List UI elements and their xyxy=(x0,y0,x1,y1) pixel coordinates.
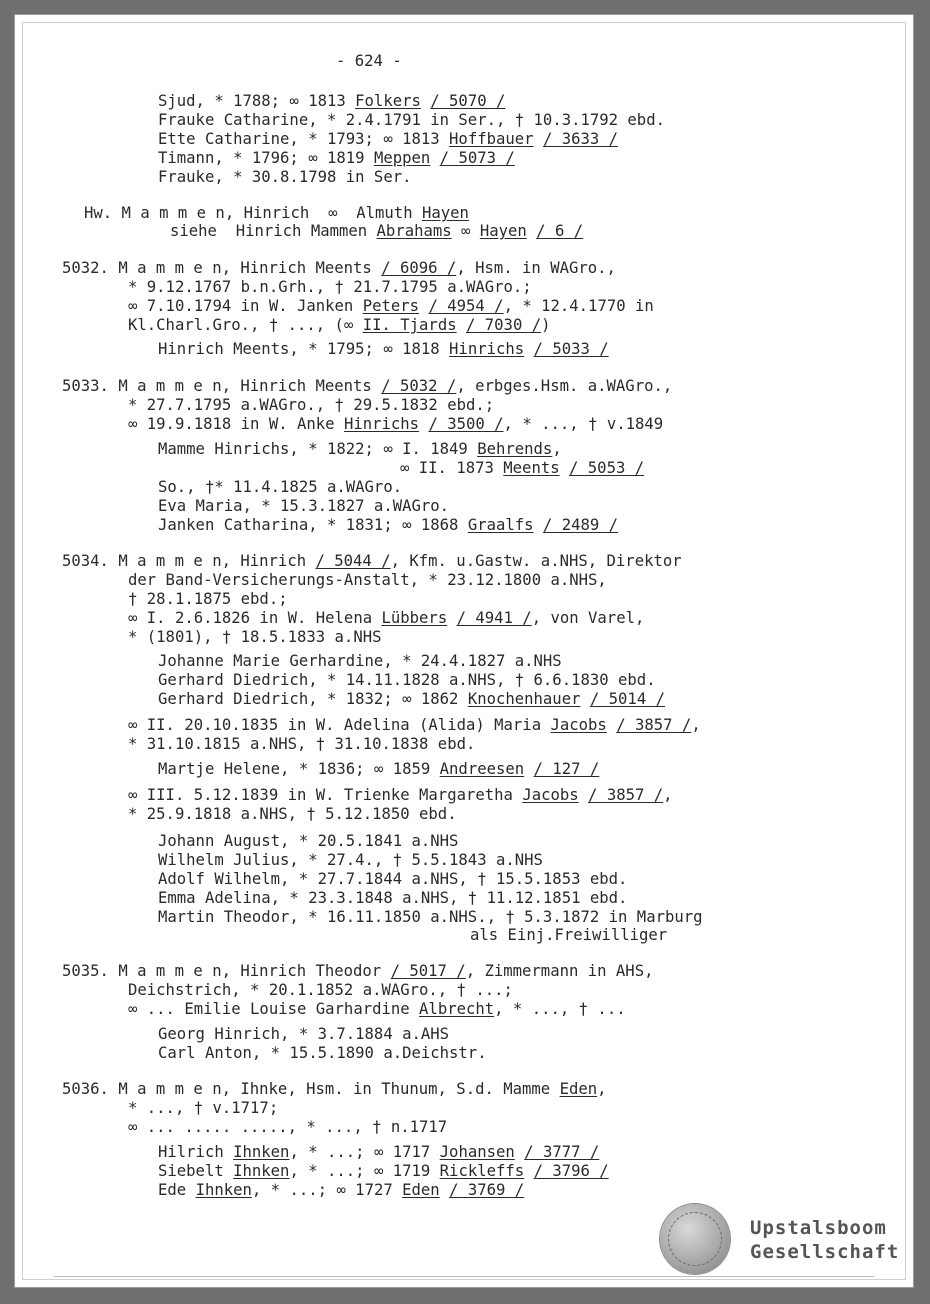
text-segment: * 9.12.1767 b.n.Grh., † 21.7.1795 a.WAGro.; xyxy=(128,278,532,296)
text-line xyxy=(158,690,665,709)
watermark-line-2: Gesellschaft xyxy=(750,1241,900,1263)
text-segment xyxy=(515,1143,524,1161)
text-segment: , Kfm. u.Gastw. a.NHS, Direktor xyxy=(390,552,682,570)
text-line xyxy=(128,981,513,1000)
text-line xyxy=(62,259,616,278)
text-line xyxy=(158,168,411,187)
text-line xyxy=(158,1044,487,1063)
text-segment: Johann August, * 20.5.1841 a.NHS xyxy=(158,832,459,850)
text-line xyxy=(400,459,644,478)
text-line xyxy=(128,396,494,415)
text-segment: Johanne Marie Gerhardine, * 24.4.1827 a.NHS xyxy=(158,652,562,670)
underlined-text: / 4941 / xyxy=(456,609,532,627)
text-segment: Frauke Catharine, * 2.4.1791 in Ser., † 10.3.1792 ebd. xyxy=(158,111,665,129)
text-segment xyxy=(524,760,533,778)
text-segment: Ette Catharine, * 1793; ∞ 1813 xyxy=(158,130,450,148)
underlined-text: / 5017 / xyxy=(390,962,466,980)
text-line xyxy=(62,552,682,571)
underlined-text: / 3857 / xyxy=(588,786,664,804)
underlined-text: / 3769 / xyxy=(449,1181,525,1199)
underlined-text: / 5070 / xyxy=(430,92,506,110)
text-line xyxy=(128,1118,447,1137)
text-segment: Janken Catharina, * 1831; ∞ 1868 xyxy=(158,516,468,534)
underlined-text: Hinrichs xyxy=(343,415,420,433)
text-segment: Emma Adelina, * 23.3.1848 a.NHS, † 11.12.1851 ebd. xyxy=(158,889,628,907)
text-line xyxy=(158,130,618,149)
text-segment: ∞ II. 1873 xyxy=(400,459,504,477)
text-line xyxy=(158,440,562,459)
text-segment: ∞ ... Emilie Louise Garhardine xyxy=(128,1000,420,1018)
text-segment: * ..., † v.1717; xyxy=(128,1099,279,1117)
text-segment: So., †* 11.4.1825 a.WAGro. xyxy=(158,478,403,496)
underlined-text: / 5033 / xyxy=(533,340,609,358)
text-line xyxy=(128,628,381,647)
text-segment xyxy=(430,149,439,167)
text-line xyxy=(128,278,532,297)
text-line xyxy=(158,908,703,927)
text-segment: Mamme Hinrichs, * 1822; ∞ I. 1849 xyxy=(158,440,478,458)
watermark-text xyxy=(750,1216,899,1264)
underlined-text: Lübbers xyxy=(381,609,448,627)
text-segment: Gerhard Diedrich, * 1832; ∞ 1862 xyxy=(158,690,468,708)
text-line xyxy=(128,786,673,805)
underlined-text: / 5073 / xyxy=(439,149,515,167)
underlined-text: / 127 / xyxy=(533,760,600,778)
underlined-text: / 6 / xyxy=(536,222,584,240)
page-number: - 624 - xyxy=(336,52,402,70)
scanned-page xyxy=(14,14,914,1288)
text-segment: ∞ II. 20.10.1835 in W. Adelina (Alida) Maria xyxy=(128,716,551,734)
text-line xyxy=(158,516,618,535)
text-segment: Georg Hinrich, * 3.7.1884 a.AHS xyxy=(158,1025,450,1043)
text-segment: , * ...; ∞ 1727 xyxy=(251,1181,403,1199)
underlined-text: / 4954 / xyxy=(428,297,504,315)
text-segment: * 31.10.1815 a.NHS, † 31.10.1838 ebd. xyxy=(128,735,476,753)
text-line xyxy=(128,316,551,335)
underlined-text: / 7030 / xyxy=(466,316,542,334)
text-segment: , xyxy=(691,716,701,734)
text-line xyxy=(128,805,457,824)
text-segment: , * ..., † ... xyxy=(494,1000,626,1018)
text-segment: Martin Theodor, * 16.11.1850 a.NHS., † 5.3.1872 in Marburg xyxy=(158,908,703,926)
text-segment: ) xyxy=(541,316,551,334)
underlined-text: Ihnken xyxy=(233,1162,290,1180)
text-segment: * 27.7.1795 a.WAGro., † 29.5.1832 ebd.; xyxy=(128,396,495,414)
underlined-text: Peters xyxy=(362,297,420,315)
text-line xyxy=(128,735,475,754)
text-segment xyxy=(527,222,536,240)
text-segment: Gerhard Diedrich, * 14.11.1828 a.NHS, † 6.6.1830 ebd. xyxy=(158,671,656,689)
text-line xyxy=(158,149,515,168)
underlined-text: Eden xyxy=(559,1080,598,1098)
text-segment: , * ..., † v.1849 xyxy=(503,415,664,433)
text-line xyxy=(158,889,627,908)
text-segment: ∞ xyxy=(451,222,480,240)
text-segment: Ede xyxy=(158,1181,196,1199)
text-line xyxy=(158,870,627,889)
text-segment: Carl Anton, * 15.5.1890 a.Deichstr. xyxy=(158,1044,487,1062)
text-segment: 5036. M a m m e n, Ihnke, Hsm. in Thunum, S.d. Mamme xyxy=(62,1080,560,1098)
text-line xyxy=(158,1025,449,1044)
underlined-text: Ihnken xyxy=(233,1143,290,1161)
text-line xyxy=(158,497,449,516)
text-line xyxy=(158,478,402,497)
text-segment: † 28.1.1875 ebd.; xyxy=(128,590,288,608)
text-segment: , * ...; ∞ 1719 xyxy=(289,1162,440,1180)
underlined-text: Behrends xyxy=(477,440,553,458)
text-segment: Kl.Charl.Gro., † ..., (∞ xyxy=(128,316,363,334)
underlined-text: Meents xyxy=(503,459,560,477)
text-segment: Hinrich Meents, * 1795; ∞ 1818 xyxy=(158,340,450,358)
text-segment: siehe Hinrich Mammen xyxy=(170,222,377,240)
text-line xyxy=(84,204,469,223)
text-line xyxy=(128,716,701,735)
underlined-text: / 6096 / xyxy=(381,259,457,277)
footer-rule xyxy=(54,1276,874,1277)
text-line xyxy=(128,297,654,316)
underlined-text: Eden xyxy=(402,1181,440,1199)
text-line xyxy=(128,590,288,609)
text-segment xyxy=(579,786,588,804)
text-segment: ∞ 7.10.1794 in W. Janken xyxy=(128,297,363,315)
underlined-text: Abrahams xyxy=(376,222,452,240)
text-segment: ∞ 19.9.1818 in W. Anke xyxy=(128,415,344,433)
text-segment: ∞ I. 2.6.1826 in W. Helena xyxy=(128,609,382,627)
text-line xyxy=(158,671,656,690)
underlined-text: / 5014 / xyxy=(589,690,665,708)
underlined-text: Hayen xyxy=(421,204,469,222)
text-segment: Deichstrich, * 20.1.1852 a.WAGro., † ...; xyxy=(128,981,513,999)
text-segment: * 25.9.1818 a.NHS, † 5.12.1850 ebd. xyxy=(128,805,457,823)
text-segment: ∞ ... ..... ....., * ..., † n.1717 xyxy=(128,1118,448,1136)
text-line xyxy=(128,1000,626,1019)
underlined-text: Meppen xyxy=(373,149,431,167)
text-segment xyxy=(457,316,466,334)
text-segment xyxy=(440,1181,449,1199)
text-segment: Hw. M a m m e n, Hinrich ∞ Almuth xyxy=(84,204,422,222)
text-line xyxy=(62,377,672,396)
underlined-text: Knochenhauer xyxy=(467,690,581,708)
text-segment: 5035. M a m m e n, Hinrich Theodor xyxy=(62,962,391,980)
underlined-text: / 5032 / xyxy=(381,377,457,395)
text-line xyxy=(158,1143,599,1162)
underlined-text: / 3633 / xyxy=(542,130,619,148)
text-segment: * (1801), † 18.5.1833 a.NHS xyxy=(128,628,382,646)
text-segment xyxy=(534,516,543,534)
text-line xyxy=(170,222,583,241)
text-line xyxy=(158,760,599,779)
watermark-line-1: Upstalsboom xyxy=(750,1217,887,1239)
underlined-text: Johansen xyxy=(439,1143,515,1161)
text-line xyxy=(158,340,609,359)
text-line xyxy=(158,1162,609,1181)
underlined-text: Jacobs xyxy=(550,716,607,734)
underlined-text: II. Tjards xyxy=(362,316,457,334)
underlined-text: / 5044 / xyxy=(315,552,391,570)
text-segment xyxy=(447,609,456,627)
text-segment: 5032. M a m m e n, Hinrich Meents xyxy=(62,259,382,277)
text-line xyxy=(158,851,543,870)
text-segment: als Einj.Freiwilliger xyxy=(470,926,668,944)
underlined-text: / 2489 / xyxy=(542,516,619,534)
text-line xyxy=(128,1099,278,1118)
underlined-text: Hayen xyxy=(479,222,527,240)
text-segment xyxy=(607,716,616,734)
text-segment: Frauke, * 30.8.1798 in Ser. xyxy=(158,168,412,186)
underlined-text: Ihnken xyxy=(195,1181,252,1199)
underlined-text: Folkers xyxy=(355,92,421,110)
text-segment: , Hsm. in WAGro., xyxy=(456,259,616,277)
text-line xyxy=(470,926,667,945)
underlined-text: Hoffbauer xyxy=(449,130,534,148)
underlined-text: Albrecht xyxy=(419,1000,495,1018)
text-segment: Wilhelm Julius, * 27.4., † 5.5.1843 a.NHS xyxy=(158,851,543,869)
text-segment: , xyxy=(597,1080,607,1098)
text-segment: 5033. M a m m e n, Hinrich Meents xyxy=(62,377,382,395)
text-segment: Martje Helene, * 1836; ∞ 1859 xyxy=(158,760,440,778)
text-segment xyxy=(524,1162,533,1180)
text-segment: 5034. M a m m e n, Hinrich xyxy=(62,552,316,570)
underlined-text: / 5053 / xyxy=(569,459,645,477)
text-line xyxy=(62,962,653,981)
text-segment: , * 12.4.1770 in xyxy=(503,297,654,315)
text-segment xyxy=(534,130,543,148)
text-segment: Siebelt xyxy=(158,1162,234,1180)
text-line xyxy=(158,652,562,671)
underlined-text: / 3796 / xyxy=(533,1162,609,1180)
underlined-text: Rickleffs xyxy=(439,1162,525,1180)
text-segment xyxy=(560,459,569,477)
text-line xyxy=(158,111,665,130)
text-segment: , Zimmermann in AHS, xyxy=(465,962,654,980)
underlined-text: / 3777 / xyxy=(524,1143,600,1161)
text-segment: , erbges.Hsm. a.WAGro., xyxy=(456,377,673,395)
seal-logo-icon xyxy=(660,1204,730,1274)
text-segment xyxy=(524,340,533,358)
text-segment: , xyxy=(663,786,673,804)
text-segment xyxy=(580,690,589,708)
text-segment: Eva Maria, * 15.3.1827 a.WAGro. xyxy=(158,497,450,515)
text-segment: der Band-Versicherungs-Anstalt, * 23.12.1800 a.NHS, xyxy=(128,571,607,589)
underlined-text: Jacobs xyxy=(522,786,579,804)
text-line xyxy=(158,832,458,851)
text-segment: Sjud, * 1788; ∞ 1813 xyxy=(158,92,356,110)
text-line xyxy=(158,92,505,111)
text-segment: ∞ III. 5.12.1839 in W. Trienke Margaretha xyxy=(128,786,523,804)
text-line xyxy=(128,571,607,590)
text-segment: , von Varel, xyxy=(531,609,645,627)
text-line xyxy=(128,609,644,628)
text-segment: Hilrich xyxy=(158,1143,234,1161)
text-line xyxy=(158,1181,524,1200)
text-line xyxy=(62,1080,607,1099)
text-segment: Adolf Wilhelm, * 27.7.1844 a.NHS, † 15.5.1853 ebd. xyxy=(158,870,628,888)
underlined-text: / 3857 / xyxy=(616,716,692,734)
text-segment: , * ...; ∞ 1717 xyxy=(289,1143,440,1161)
underlined-text: Graalfs xyxy=(467,516,534,534)
underlined-text: Andreesen xyxy=(439,760,525,778)
underlined-text: / 3500 / xyxy=(428,415,504,433)
text-segment: , xyxy=(552,440,562,458)
text-segment xyxy=(421,92,430,110)
text-line xyxy=(128,415,663,434)
text-segment: Timann, * 1796; ∞ 1819 xyxy=(158,149,374,167)
underlined-text: Hinrichs xyxy=(449,340,525,358)
